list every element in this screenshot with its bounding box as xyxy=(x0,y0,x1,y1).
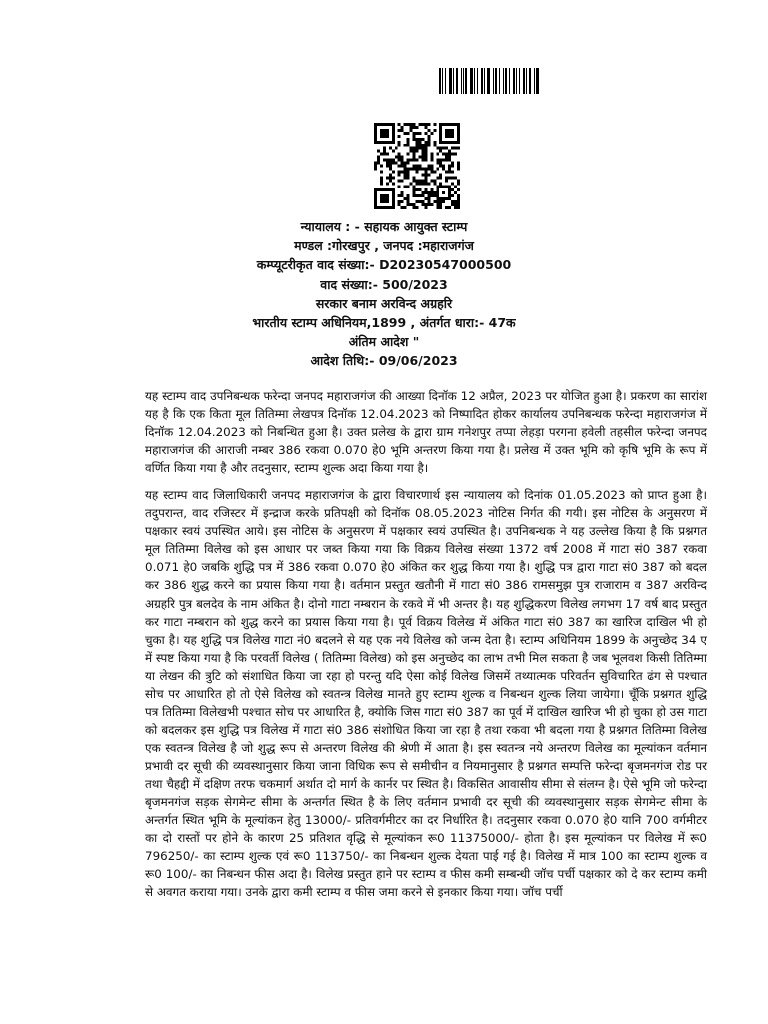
order-type: अंतिम आदेश " xyxy=(348,334,420,350)
barcode-icon xyxy=(439,68,541,94)
case-parties: सरकार बनाम अरविन्द अग्रहरि xyxy=(315,295,453,311)
court-name: न्यायालय : - सहायक आयुक्त स्टाम्प xyxy=(300,219,468,234)
order-date: आदेश तिथि:- 09/06/2023 xyxy=(310,353,458,369)
order-body xyxy=(145,387,707,910)
case-header xyxy=(0,217,768,371)
paragraph-proceedings: यह स्टाम्प वाद जिलाधिकारी जनपद महाराजगंज के द्वारा विचारणार्थ इस न्यायालय को दिनांक 01.05.2023 को प्राप्त हुआ है। तदुपरान्त, वाद रजिस्टर में इन्द्राज करके प्रतिपक्षी को दिनॉक 08.05.2023 नोटिस निर्गत की गयी। इस नोटिस के अनुसरण में पक्षकार स्वयं उपस्थित आये। इस नोटिस के अनुसरण में पक्षकार स्वयं उपस्थित है। उपनिबन्धक ने यह उल्लेख किया है कि प्रश्नगत मूल तितिम्मा विलेख को इस आधार पर जब्त किया गया कि विक्रय विलेख संख्या 1372 वर्ष 2008 में गाटा सं0 387 रकवा 0.071 हे0 जबकि शुद्धि पत्र में 386 रकवा 0.070 हे0 अंकित कर शुद्ध किया गया है। शुद्धि पत्र द्वारा गाटा सं0 387 को बदल कर 386 शुद्ध करने का प्रयास किया गया है। वर्तमान प्रस्तुत खतौनी में गाटा सं0 386 रामसमुझ पुत्र राजाराम व 387 अरविन्द अग्रहरि पुत्र बलदेव के नाम अंकित है। दोनो गाटा नम्बरान के रकवे में भी अन्तर है। यह शुद्धिकरण विलेख लगभग 17 वर्ष बाद प्रस्तुत कर गाटा नम्बरान को शुद्ध करने का प्रयास किया गया है। पूर्व विक्रय विलेख में अंकित गाटा सं0 387 का खारिज दाखिल भी हो चुका है। यह शुद्धि पत्र विलेख गाटा नं0 बदलने से यह एक नये विलेख को जन्म देता है। स्टाम्प अधिनियम 1899 के अनुच्छेद 34 ए में स्पष्ट किया गया है कि परवर्ती विलेख ( तितिम्मा विलेख) को इस अनुच्छेद का लाभ तभी मिल सकता है जब भूलवश किसी तितिम्मा या लेखन की त्रुटि को संशाधित किया जा रहा हो परन्तु यदि ऐसा कोई विलेख जिसमें तथ्यात्मक परिवर्तन सुविचारित ढंग से पश्चात सोच पर आधारित हो तो ऐसे विलेख को स्वतन्त्र विलेख मानते हुए स्टाम्प शुल्क व निबन्धन शुल्क लिया जायेगा। चूँकि प्रश्नगत शुद्धि पत्र तितिम्मा विलेखभी पश्चात सोच पर आधारित है, क्योकि जिस गाटा सं0 387 का पूर्व में दाखिल खारिज भी हो चुका हो उस गाटा को बदलकर इस शुद्धि पत्र विलेख में गाटा सं0 386 संशोधित किया जा रहा है तथा रकवा भी बदला गया है प्रश्नगत तितिम्मा विलेख एक स्वतन्त्र विलेख है जो शुद्ध रूप से अन्तरण विलेख की श्रेणी में आता है। इस स्वतन्त्र नये अन्तरण विलेख का मूल्यांकन वर्तमान प्रभावी दर सूची की व्यवस्थानुसार किया जाना विधिक रूप से समीचीन व नियमानुसार है प्रश्नगत सम्पत्ति फरेन्दा बृजमनगंज रोड पर तथा चैहद्दी में दक्षिण तरफ चकमार्ग अर्थात दो मार्ग के कार्नर पर स्थित है। विकसित आवासीय सीमा से संलग्न है। ऐसे भूमि जो फरेन्दा बृजमनगंज सड़क सेगमेन्ट सीमा के अन्तर्गत स्थित है के लिए वर्तमान प्रभावी दर सूची की व्यवस्थानुसार सड़क सेगमेन्ट सीमा के अन्तर्गत स्थित भूमि के मूल्यांकन हेतु 13000/- प्रतिवर्गमीटर का दर निर्धारित है। तदनुसार रकवा 0.070 हे0 यानि 700 वर्गमीटर का दो रास्तों पर होने के कारण 25 प्रतिशत वृद्धि से मूल्यांकन रू0 11375000/- होता है। इस मूल्यांकन पर विलेख में रू0 796250/- का स्टाम्प शुल्क एवं रू0 113750/- का निबन्धन शुल्क देयता पाई गई है। विलेख में मात्र 100 का स्टाम्प शुल्क व रू0 100/- का निबन्धन फीस अदा है। विलेख प्रस्तुत हाने पर स्टाम्प व फीस कमी सम्बन्धी जॉच पर्ची पक्षकार को दे कर स्टाम्प कमी से अवगत कराया गया। उनके द्वारा कमी स्टाम्प व फीस जमा करने से इनकार किया गया। जॉच पर्ची xyxy=(145,488,707,900)
paragraph-summary: यह स्टाम्प वाद उपनिबन्धक फरेन्दा जनपद महाराजगंज की आख्या दिनॉक 12 अप्रैल, 2023 पर योजित हुआ है। प्रकरण का सारांश यह है कि एक किता मूल तितिम्मा लेखपत्र दिनॉक 12.04.2023 को निष्पादित होकर कार्यालय उपनिबन्धक फरेन्दा महाराजगंज में दिनॉक 12.04.2023 को निबन्धित हुआ है। उक्त प्रलेख के द्वारा ग्राम गनेशपुर तप्पा लेहड़ा परगना हवेली तहसील फरेन्दा जनपद महाराजगंज की आराजी नम्बर 386 रकवा 0.070 हे0 भूमि अन्तरण किया गया है। प्रलेख में उक्त भूमि को कृषि भूमि के रूप में वर्णित किया गया है और तदनुसार, स्टाम्प शुल्क अदा किया गया है। xyxy=(145,389,707,476)
division-district: मण्डल :गोरखपुर , जनपद :महाराजगंज xyxy=(294,238,474,254)
computerized-case-number: कम्प्यूटरीकृत वाद संख्या:- D20230547000500 xyxy=(256,257,512,273)
case-number: वाद संख्या:- 500/2023 xyxy=(320,276,448,292)
qr-code-icon xyxy=(374,123,460,209)
act-section: भारतीय स्टाम्प अधिनियम,1899 , अंतर्गत धारा:- 47क xyxy=(252,315,516,331)
